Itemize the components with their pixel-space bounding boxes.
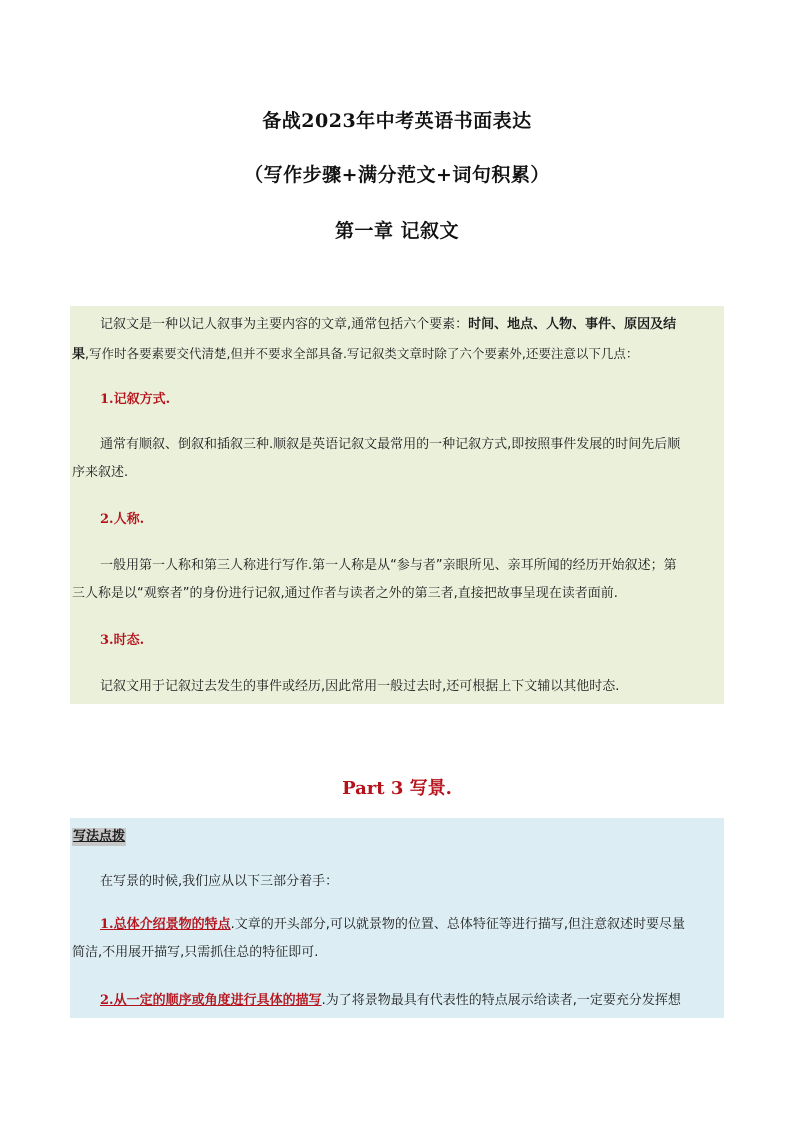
heading-person: 2.人称. xyxy=(100,512,145,527)
heading-tense: 3.时态. xyxy=(100,633,145,648)
para-narration-line-1: 通常有顺叙、倒叙和插叙三种.顺叙是英语记叙文最常用的一种记叙方式,即按照事件发展的时间先后顺 xyxy=(100,437,681,452)
intro-line-1 xyxy=(70,316,724,334)
para-person-line-1: 一般用第一人称和第三人称进行写作.第一人称是从“参与者”亲眼所见、亲耳所闻的经历开始叙述；第 xyxy=(100,558,677,573)
intro-text: 记叙文是一种以记人叙事为主要内容的文章,通常包括六个要素： xyxy=(100,317,469,332)
intro-line-2 xyxy=(70,345,724,364)
document-title: 备战2023年中考英语书面表达 xyxy=(262,110,532,132)
chapter-title: 第一章 记叙文 xyxy=(334,220,460,242)
step1-label: 1.总体介绍景物的特点 xyxy=(100,917,231,932)
step1-line-2: 简洁,不用展开描写,只需抓住总的特征即可. xyxy=(72,945,319,960)
scenery-tips-box xyxy=(70,818,724,1018)
tip-label-line xyxy=(70,828,724,846)
intro-elements-bold: 时间、地点、人物、事件、原因及结 xyxy=(468,317,677,332)
heading-narration-method: 1.记叙方式. xyxy=(100,392,171,407)
para-tense-line-1: 记叙文用于记叙过去发生的事件或经历,因此常用一般过去时,还可根据上下文辅以其他时态. xyxy=(100,679,620,694)
step2-line-1 xyxy=(70,992,724,1010)
part3-title: Part 3 写景. xyxy=(342,778,452,799)
document-subtitle: （写作步骤+满分范文+词句积累） xyxy=(244,164,550,186)
intro-elements-bold-end: 果 xyxy=(72,347,86,362)
step2-label: 2.从一定的顺序或角度进行具体的描写 xyxy=(100,993,322,1008)
narrative-intro-box xyxy=(70,306,724,704)
tips-intro: 在写景的时候,我们应从以下三部分着手： xyxy=(100,874,339,889)
step2-text: .为了将景物最具有代表性的特点展示给读者,一定要充分发挥想 xyxy=(321,993,681,1008)
para-person-line-2: 三人称是以“观察者”的身份进行记叙,通过作者与读者之外的第三者,直接把故事呈现在读者面前. xyxy=(72,586,618,601)
para-narration-line-2: 序来叙述. xyxy=(72,465,129,480)
step1-line-1 xyxy=(70,916,724,934)
tip-label: 写法点拨 xyxy=(73,829,126,844)
step1-text: .文章的开头部分,可以就景物的位置、总体特征等进行描写,但注意叙述时要尽量 xyxy=(230,917,685,932)
intro-text-cont: ,写作时各要素要交代清楚,但并不要求全部具备.写记叙类文章时除了六个要素外,还要注意以下几点： xyxy=(85,346,639,361)
